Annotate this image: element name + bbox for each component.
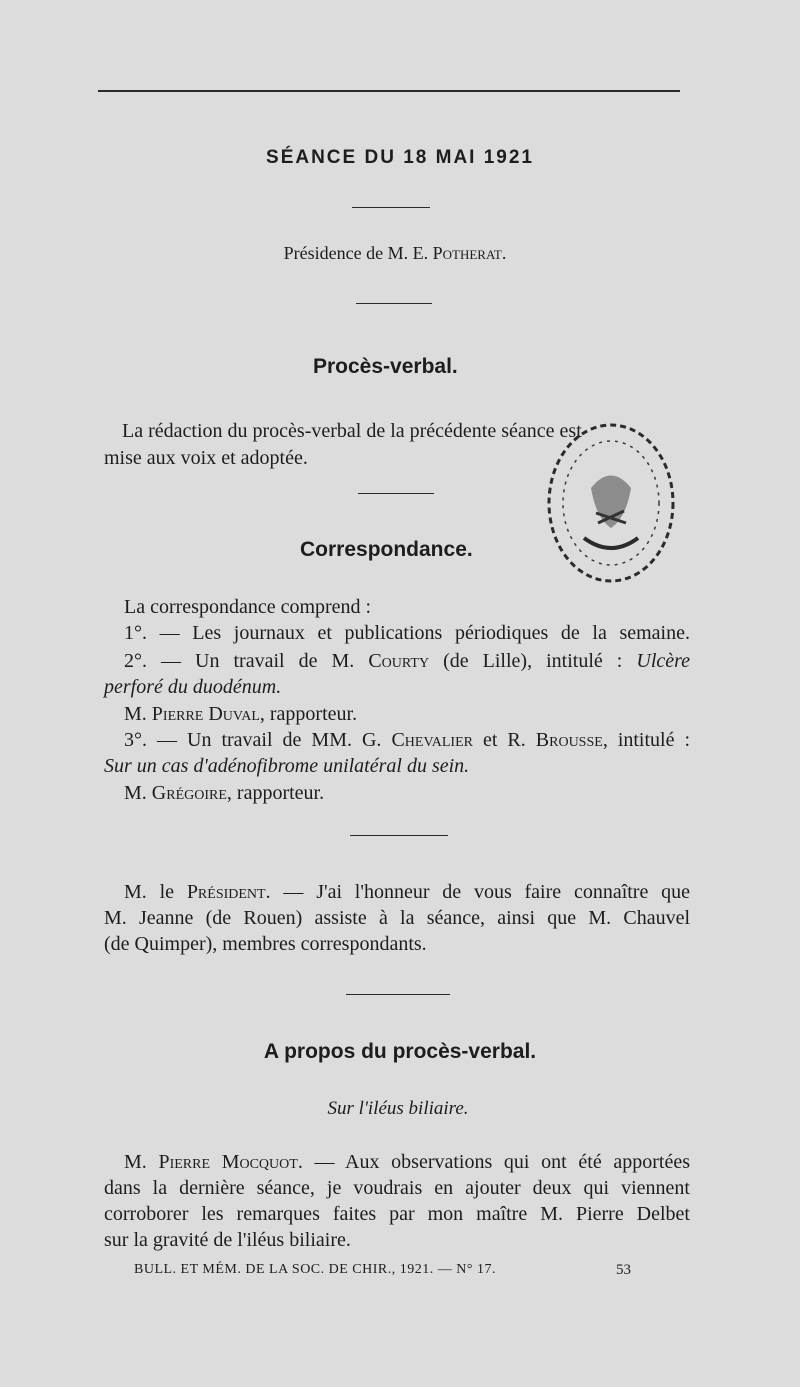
a-propos-line-3: corroborer les remarques faites par mon maître M. Pierre Delbet — [104, 1203, 690, 1225]
separator-rule — [346, 994, 450, 995]
speaker-name: Président — [186, 881, 266, 903]
correspondance-intro: La correspondance comprend : — [124, 596, 372, 618]
top-rule — [98, 90, 680, 92]
separator-rule — [358, 493, 434, 494]
speaker-prefix: M. le — [124, 881, 175, 903]
author-name: Brousse — [535, 729, 603, 751]
correspondance-item-2-line-2: perforé du duodénum. — [104, 676, 282, 698]
section-heading-correspondance: Correspondance. — [300, 538, 473, 561]
presidence-line — [0, 243, 790, 264]
item-text: et R. — [482, 729, 526, 751]
separator-rule — [350, 835, 448, 836]
item-text: M. — [124, 782, 147, 804]
paragraph-line: La rédaction du procès-verbal de la précédente séance est — [122, 420, 582, 442]
item-text: (de Lille), intitulé : — [443, 650, 623, 672]
item-text: 3°. — Un travail de MM. G. — [124, 729, 382, 751]
item-text: M. — [124, 703, 147, 725]
correspondance-item-1: 1°. — Les journaux et publications périodiques de la semaine. — [124, 622, 690, 644]
author-name: Chevalier — [391, 729, 473, 751]
correspondance-item-2-line-1 — [124, 650, 690, 673]
subheading-ileus: Sur l'iléus biliaire. — [327, 1098, 469, 1119]
president-line-3: (de Quimper), membres correspondants. — [104, 933, 427, 955]
section-heading-a-propos: A propos du procès-verbal. — [263, 1040, 537, 1063]
item-text: , intitulé : — [602, 729, 691, 751]
separator-rule — [356, 303, 432, 304]
correspondance-item-3-line-2: Sur un cas d'adénofibrome unilatéral du sein. — [104, 755, 470, 777]
paragraph-line: mise aux voix et adoptée. — [104, 447, 308, 469]
separator-rule — [352, 207, 430, 208]
paragraph-text: . — Aux observations qui ont été apportées — [297, 1151, 690, 1173]
speaker-name: Pierre Mocquot — [158, 1151, 298, 1173]
president-name: Potherat. — [432, 243, 507, 263]
page-number: 53 — [616, 1262, 631, 1278]
item-text: 2°. — Un travail de M. — [124, 650, 355, 672]
author-name: Courty — [368, 650, 430, 672]
rapporteur-name: Grégoire — [151, 782, 227, 804]
rapporteur-name: Pierre Duval — [151, 703, 260, 725]
a-propos-line-1 — [124, 1151, 690, 1174]
a-propos-line-2: dans la dernière séance, je voudrais en ajouter deux qui viennent — [104, 1177, 690, 1199]
item-text: , rapporteur. — [259, 703, 358, 725]
speaker-prefix: M. — [124, 1151, 147, 1173]
footer-citation: BULL. ET MÉM. DE LA SOC. DE CHIR., 1921. — N° 17. — [134, 1262, 496, 1277]
a-propos-line-4: sur la gravité de l'iléus biliaire. — [104, 1229, 351, 1251]
correspondance-item-3-line-1 — [124, 729, 690, 752]
work-title: Ulcère — [636, 650, 691, 672]
paragraph-text: . — J'ai l'honneur de vous faire connaître que — [265, 881, 691, 903]
president-line-1 — [124, 881, 690, 904]
session-title: SÉANCE DU 18 MAI 1921 — [266, 147, 534, 168]
item-text: , rapporteur. — [226, 782, 325, 804]
correspondance-item-2-rapporteur — [124, 703, 357, 726]
section-heading-proces-verbal: Procès-verbal. — [313, 355, 458, 378]
correspondance-item-3-rapporteur — [124, 782, 324, 805]
president-line-2: M. Jeanne (de Rouen) assiste à la séance, ainsi que M. Chauvel — [104, 907, 690, 929]
library-stamp-icon — [536, 418, 686, 598]
presidence-prefix: Présidence de M. E. — [283, 243, 429, 263]
